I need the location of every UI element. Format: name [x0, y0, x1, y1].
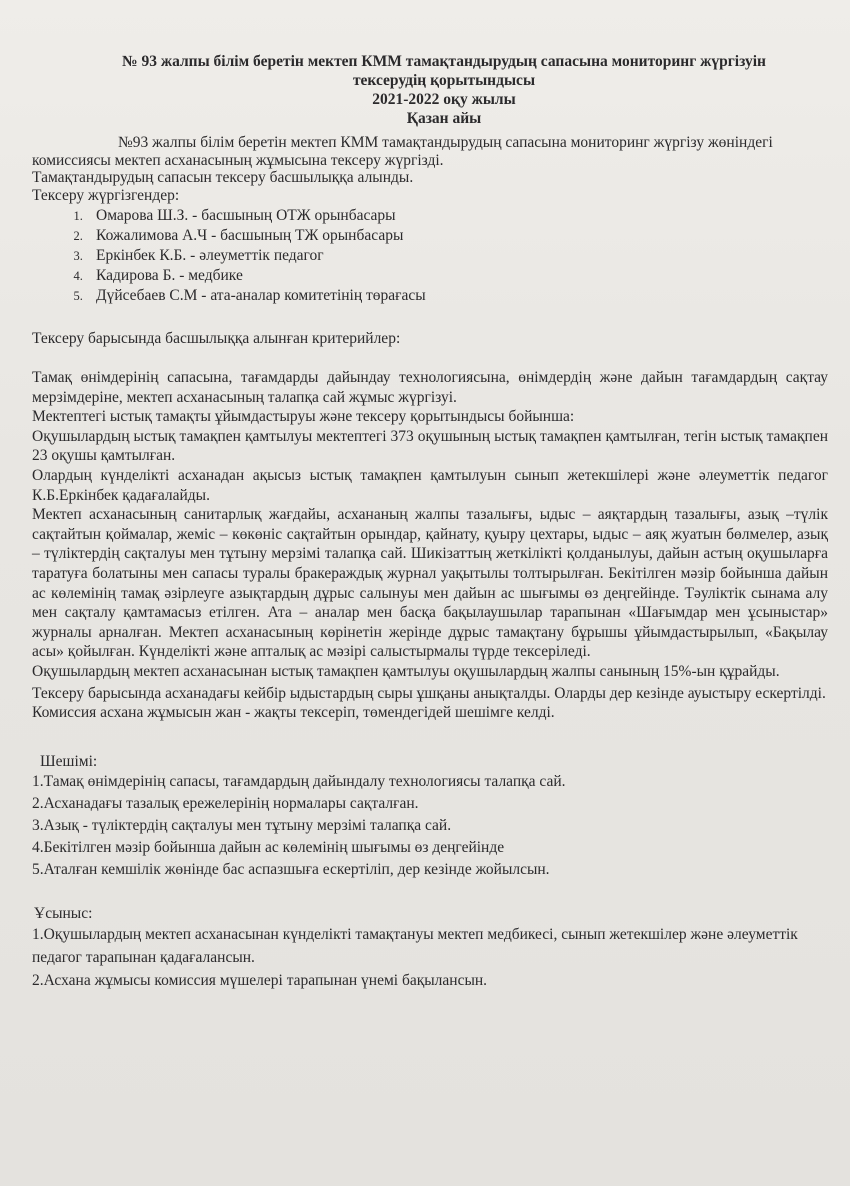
- inspector-item: 2. Кожалимова А.Ч - басшының ТЖ орынбасары: [86, 226, 828, 246]
- body-paragraph: Олардың күнделікті асханадан ақысыз ыстық тамақпен қамтылуын сынып жетекшілері және әлеуметтік педагог К.Б.Еркінбек қадағалайды.: [32, 466, 828, 504]
- body-paragraph: Тамақ өнімдерінің сапасына, тағамдарды дайындау технологиясына, өнімдердің және дайын тағамдардың сақтау мерзімдеріне, мектеп асханасының талапқа сай жұмыс жүргізуі.: [32, 369, 828, 406]
- findings-paragraph: Комиссия асхана жұмысын жан - жақты тексеріп, төмендегідей шешімге келді.: [32, 704, 555, 721]
- heading-line-3: 2021-2022 оқу жылы: [372, 91, 516, 108]
- findings-section: [32, 684, 828, 723]
- heading-line-1: № 93 жалпы білім беретін мектеп КММ тамақтандырудың сапасына мониторинг жүргізуін: [122, 53, 766, 70]
- intro-line-3: Тексеру жүргізгендер:: [32, 186, 180, 204]
- inspector-item: 5. Дүйсебаев С.М - ата-аналар комитетінің төрағасы: [86, 286, 828, 306]
- intro-paragraph: №93 жалпы білім беретін мектеп КММ тамақтандырудың сапасына мониторинг жүргізу жөніндегі комиссиясы мектеп асханасының жұмысына тексеру жүргізді.: [32, 134, 773, 169]
- decision-item: 1.Тамақ өнімдерінің сапасы, тағамдардың дайындалу технологиясы талапқа сай.: [32, 772, 566, 790]
- decision-item: 5.Аталған кемшілік жөнінде бас аспазшыға ескертіліп, дер кезінде жойылсын.: [32, 860, 550, 878]
- inspector-item: 3. Еркінбек К.Б. - әлеуметтік педагог: [86, 246, 828, 266]
- heading-line-4: Қазан айы: [406, 110, 482, 127]
- body-paragraph: Оқушылардың ыстық тамақпен қамтылуы мектептегі 373 оқушының ыстық тамақпен қамтылған, тегін ыстық тамақпен 23 оқушы қамтылған.: [32, 427, 828, 465]
- inspector-item: 1. Омарова Ш.З. - басшының ОТЖ орынбасары: [86, 206, 828, 226]
- inspectors-list: [32, 206, 828, 306]
- decision-item: 2.Асханадағы тазалық ережелерінің нормалары сақталған.: [32, 794, 419, 812]
- proposal-item: 2.Асхана жұмысы комиссия мүшелері тарапынан үнемі бақылансын.: [32, 971, 488, 989]
- proposal-list: [32, 923, 828, 992]
- heading-line-2: тексерудің қорытындысы: [352, 72, 536, 89]
- decision-item: 3.Азық - түліктердің сақталуы мен тұтыну мерзімі талапқа сай.: [32, 816, 452, 834]
- inspector-item: 4. Кадирова Б. - медбике: [86, 266, 828, 286]
- body-section: [32, 368, 828, 682]
- proposal-title: Ұсыныс:: [34, 904, 93, 922]
- body-paragraph: Мектеп асханасының санитарлық жағдайы, асхананың жалпы тазалығы, ыдыс – аяқтардың тазалығы, азық –түлік сақтайтын қоймалар, жеміс – көкөніс сақтайтын орындар, қайнату, қуыру цехтары, ыдыс – аяқ жуатын бөлмелер, азық – түліктердің сақталуы мен тұтыну мерзімі талапқа сай. Шикізаттың жеткілікті қолданылуы, дайын астың оқушыларға таратуға болатыны мен сапасы туралы бракераждық журнал уақытылы толтырылған. Бекітілген мәзір бойынша дайын ас көлемінің тамақ әзірлеуге азықтардың дұрыс салынуы мен дайын ас шығымы өз деңгейінде. Тәуліктік сынама алу мен сақталу қамтамасыз етілген. Ата – аналар мен басқа бақылаушылар тарапынан «Шағымдар мен ұсыныстар» журналы арналған. Мектеп асханасының көрінетін жерінде дұрыс тамақтану бұрышы ұйымдастырылып, «Бақылау асы» қойылған. Күнделікті және апталық ас мәзірі салыстырмалы түрде тексеріледі.: [32, 506, 828, 661]
- intro-section: [32, 134, 828, 204]
- criteria-title: Тексеру барысында басшылыққа алынған критерийлер:: [32, 330, 401, 347]
- document-heading: [60, 52, 828, 128]
- body-paragraph: Оқушылардың мектеп асханасынан ыстық тамақпен қамтылуы оқушылардың жалпы санының 15%-ын құрайды.: [32, 662, 780, 680]
- decision-title: Шешімі:: [40, 752, 98, 770]
- decision-list: [32, 771, 828, 881]
- body-paragraph: Мектептегі ыстық тамақты ұйымдастыруы және тексеру қорытындысы бойынша:: [32, 408, 575, 426]
- decision-item: 4.Бекітілген мәзір бойынша дайын ас көлемінің шығымы өз деңгейінде: [32, 838, 505, 856]
- intro-line-2: Тамақтандырудың сапасын тексеру басшылыққа алынды.: [32, 169, 414, 186]
- findings-paragraph: Тексеру барысында асханадағы кейбір ыдыстардың сыры ұшқаны анықталды. Оларды дер кезінде ауыстыру ескертілді.: [32, 684, 826, 702]
- proposal-item: 1.Оқушылардың мектеп асханасынан күнделікті тамақтануы мектеп медбикесі, сынып жетекшілер және әлеуметтік педагог тарапынан қадағалансын.: [32, 925, 798, 966]
